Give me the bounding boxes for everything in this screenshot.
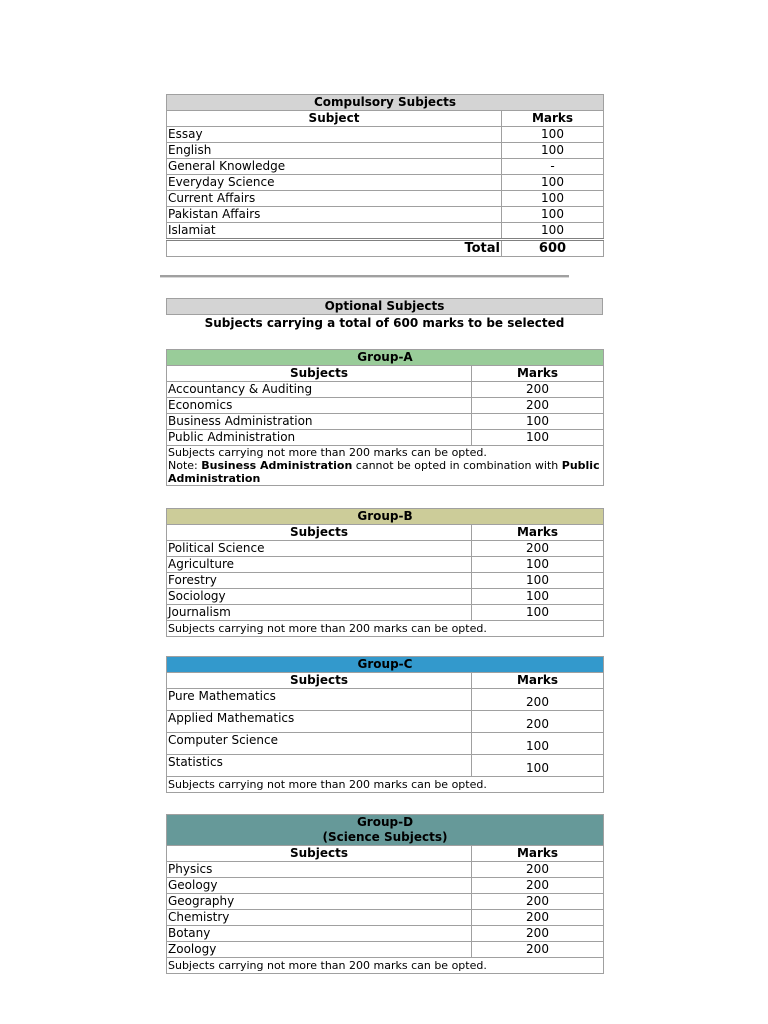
table-row: [167, 143, 604, 159]
subject-cell: Statistics: [167, 755, 472, 777]
col-marks-header: Marks: [472, 673, 604, 689]
marks-cell: 200: [472, 878, 604, 894]
marks-cell: 100: [472, 733, 604, 755]
col-marks-header: Marks: [502, 111, 604, 127]
subject-cell: Essay: [167, 127, 502, 143]
table-row: [167, 733, 604, 755]
group-d-table: [166, 814, 604, 974]
subject-cell: Applied Mathematics: [167, 711, 472, 733]
marks-cell: 200: [472, 942, 604, 958]
group-note-text: Subjects carrying not more than 200 marks can be opted.: [167, 621, 604, 637]
table-row: [167, 755, 604, 777]
marks-cell: 200: [472, 926, 604, 942]
table-row: [167, 942, 604, 958]
marks-cell: 200: [472, 711, 604, 733]
section-divider: [160, 275, 569, 278]
marks-cell: 100: [472, 414, 604, 430]
table-row: [167, 127, 604, 143]
subject-cell: Sociology: [167, 589, 472, 605]
table-row: [167, 711, 604, 733]
col-subjects-header: Subjects: [167, 525, 472, 541]
group-a-table: [166, 349, 604, 486]
marks-cell: 100: [472, 755, 604, 777]
total-row: [167, 240, 604, 257]
total-label: Total: [167, 240, 502, 257]
optional-title: Optional Subjects: [167, 299, 603, 315]
table-row: [167, 382, 604, 398]
marks-cell: 100: [472, 557, 604, 573]
table-row: [167, 207, 604, 223]
table-row: [167, 557, 604, 573]
col-marks-header: Marks: [472, 366, 604, 382]
marks-cell: 100: [502, 207, 604, 223]
group-a-title: Group-A: [167, 350, 604, 366]
optional-subtitle: Subjects carrying a total of 600 marks to be selected: [204, 316, 565, 330]
table-row: [167, 862, 604, 878]
table-row: [167, 878, 604, 894]
group-note-text: Subjects carrying not more than 200 marks can be opted.: [167, 777, 604, 793]
table-row: [167, 589, 604, 605]
subject-cell: Geography: [167, 894, 472, 910]
table-row: [167, 398, 604, 414]
table-row: [167, 430, 604, 446]
subject-cell: Journalism: [167, 605, 472, 621]
group-b-table: [166, 508, 604, 637]
table-row: [167, 926, 604, 942]
col-subject-header: Subject: [167, 111, 502, 127]
group-note-text: Subjects carrying not more than 200 marks can be opted.: [168, 446, 487, 459]
table-row: [167, 910, 604, 926]
table-row: [167, 175, 604, 191]
col-subjects-header: Subjects: [167, 673, 472, 689]
subject-cell: Pure Mathematics: [167, 689, 472, 711]
note-bold-subject: Business Administration: [201, 459, 353, 472]
col-marks-header: Marks: [472, 525, 604, 541]
subject-cell: Pakistan Affairs: [167, 207, 502, 223]
subject-cell: General Knowledge: [167, 159, 502, 175]
col-marks-header: Marks: [472, 846, 604, 862]
subject-cell: Economics: [167, 398, 472, 414]
subject-cell: Public Administration: [167, 430, 472, 446]
table-row: [167, 894, 604, 910]
subject-cell: Botany: [167, 926, 472, 942]
marks-cell: 200: [472, 862, 604, 878]
note-middle: cannot be opted in combination with: [352, 459, 562, 472]
subject-cell: Computer Science: [167, 733, 472, 755]
table-row: [167, 223, 604, 240]
subject-cell: Current Affairs: [167, 191, 502, 207]
marks-cell: 100: [502, 175, 604, 191]
group-a-combination-note: [168, 459, 602, 485]
marks-cell: -: [502, 159, 604, 175]
subject-cell: Political Science: [167, 541, 472, 557]
group-b-title: Group-B: [167, 509, 604, 525]
subject-cell: Forestry: [167, 573, 472, 589]
subject-cell: Islamiat: [167, 223, 502, 240]
group-c-title: Group-C: [167, 657, 604, 673]
col-subjects-header: Subjects: [167, 366, 472, 382]
marks-cell: 200: [472, 894, 604, 910]
marks-cell: 200: [472, 689, 604, 711]
subject-cell: Zoology: [167, 942, 472, 958]
subject-cell: Everyday Science: [167, 175, 502, 191]
marks-cell: 200: [472, 382, 604, 398]
subject-cell: Geology: [167, 878, 472, 894]
marks-cell: 100: [472, 430, 604, 446]
subject-cell: Business Administration: [167, 414, 472, 430]
marks-cell: 200: [472, 541, 604, 557]
group-d-title-cell: [167, 815, 604, 846]
marks-cell: 100: [472, 589, 604, 605]
table-row: [167, 159, 604, 175]
table-row: [167, 605, 604, 621]
marks-cell: 100: [502, 191, 604, 207]
table-row: [167, 191, 604, 207]
compulsory-subjects-table: [166, 94, 604, 257]
marks-cell: 100: [502, 143, 604, 159]
compulsory-title: Compulsory Subjects: [167, 95, 604, 111]
group-a-note: [167, 446, 604, 486]
group-c-table: [166, 656, 604, 793]
col-subjects-header: Subjects: [167, 846, 472, 862]
subject-cell: Chemistry: [167, 910, 472, 926]
marks-cell: 100: [502, 127, 604, 143]
subject-cell: Accountancy & Auditing: [167, 382, 472, 398]
marks-cell: 200: [472, 398, 604, 414]
group-d-subtitle: (Science Subjects): [322, 830, 448, 844]
optional-subjects-header: [166, 298, 603, 315]
table-row: [167, 573, 604, 589]
table-row: [167, 689, 604, 711]
subject-cell: English: [167, 143, 502, 159]
group-d-title: Group-D: [356, 815, 414, 829]
table-row: [167, 541, 604, 557]
note-bold-subject: Public Administration: [168, 459, 600, 485]
group-note-text: Subjects carrying not more than 200 marks can be opted.: [167, 958, 604, 974]
marks-cell: 100: [472, 573, 604, 589]
table-row: [167, 414, 604, 430]
total-value: 600: [502, 240, 604, 257]
subject-cell: Physics: [167, 862, 472, 878]
marks-cell: 100: [472, 605, 604, 621]
note-prefix: Note:: [168, 459, 202, 472]
subject-cell: Agriculture: [167, 557, 472, 573]
marks-cell: 100: [502, 223, 604, 240]
marks-cell: 200: [472, 910, 604, 926]
